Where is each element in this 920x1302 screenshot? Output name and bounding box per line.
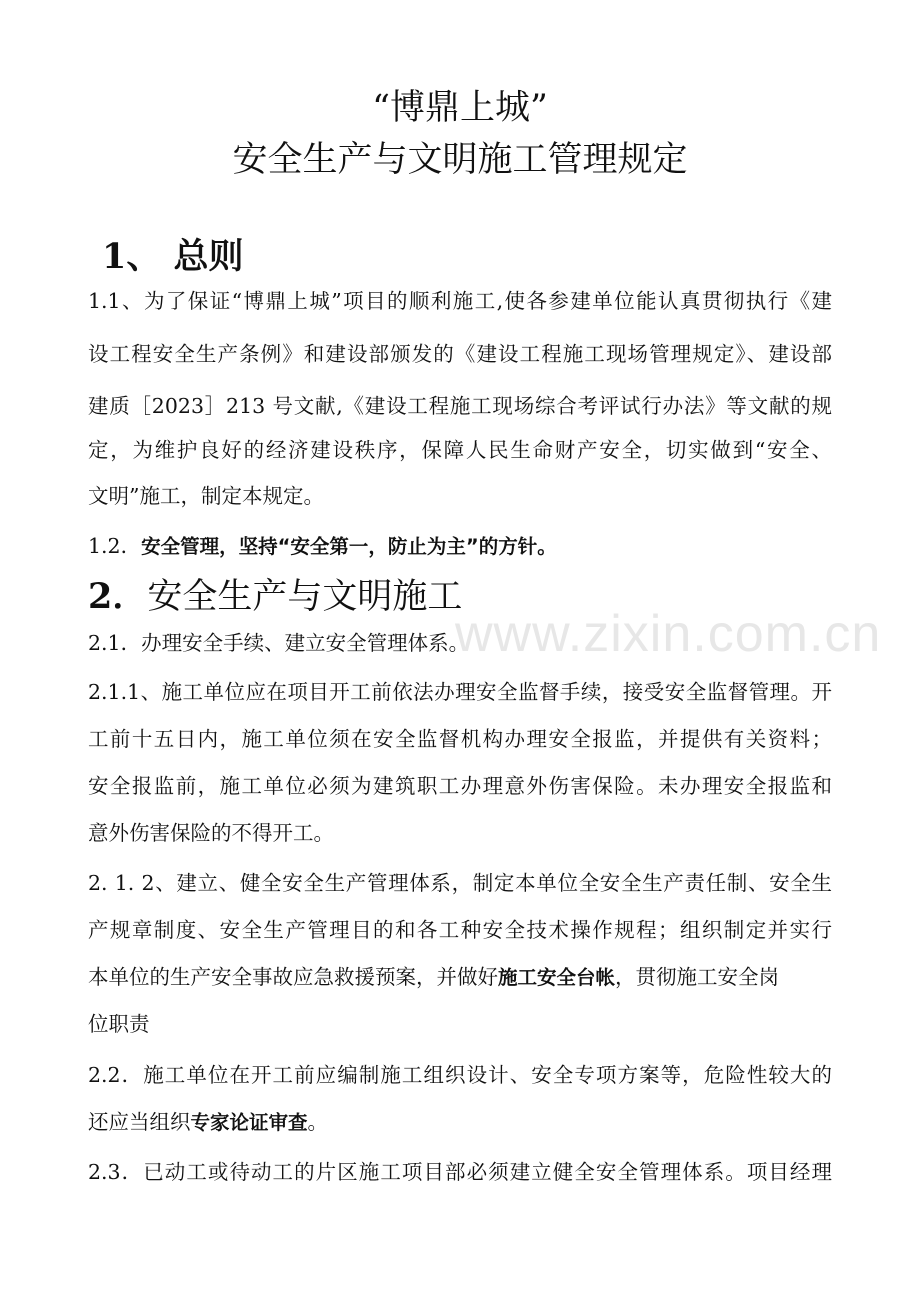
paragraph-2-3-line: 2.3．已动工或待动工的片区施工项目部必须建立健全安全管理体系。项目经理 (88, 1160, 832, 1184)
paragraph-2-1-1-line: 工前十五日内，施工单位须在安全监督机构办理安全报监，并提供有关资料； (88, 727, 832, 751)
paragraph-1-2-text: 安全管理，坚持“安全第一，防止为主”的方针。 (141, 535, 557, 558)
paragraph-2-2-text: 。 (307, 1110, 329, 1134)
paragraph-1-1-line: 文明”施工，制定本规定。 (88, 484, 324, 508)
paragraph-2-1-2-line: 产规章制度、安全生产管理目的和各工种安全技术操作规程；组织制定并实行 (88, 918, 832, 942)
document-title-line2: 安全生产与文明施工管理规定 (232, 140, 688, 180)
paragraph-2-1-2-text: 本单位的生产安全事故应急救援预案，并做好 (88, 965, 498, 989)
paragraph-2-2-line: 2.2．施工单位在开工前应编制施工组织设计、安全专项方案等，危险性较大的 (88, 1063, 832, 1087)
paragraph-2-1-1-line: 安全报监前，施工单位必须为建筑职工办理意外伤害保险。未办理安全报监和 (88, 774, 832, 798)
paragraph-1-1-line: 定，为维护良好的经济建设秩序，保障人民生命财产安全，切实做到“安全、 (88, 438, 832, 462)
paragraph-2-2-emphasis: 专家论证审查 (190, 1111, 308, 1134)
paragraph-2-1: 2.1．办理安全手续、建立安全管理体系。 (88, 631, 470, 655)
paragraph-1-1-line: 1.1、为了保证“博鼎上城”项目的顺利施工,使各参建单位能认真贯彻执行《建 (88, 289, 832, 313)
paragraph-2-2-line (88, 1107, 832, 1138)
paragraph-2-1-2-text: ，贯彻施工安全岗 (615, 965, 780, 989)
section1-heading: 1、 总则 (102, 236, 244, 277)
paragraph-2-1-2-emphasis: 施工安全台帐 (498, 966, 616, 989)
paragraph-2-1-2-line: 2. 1. 2、建立、健全安全生产管理体系，制定本单位全安全生产责任制、安全生 (88, 871, 832, 895)
paragraph-1-1-line: 设工程安全生产条例》和建设部颁发的《建设工程施工现场管理规定》、建设部 (88, 342, 832, 366)
document-title-line1: “博鼎上城” (372, 88, 548, 128)
paragraph-2-2-text: 还应当组织 (88, 1110, 191, 1134)
section2-heading (88, 572, 462, 622)
section2-title: 安全生产与文明施工 (147, 577, 463, 617)
paragraph-2-1-1-line: 意外伤害保险的不得开工。 (88, 821, 334, 845)
paragraph-2-1-1-line: 2.1.1、施工单位应在项目开工前依法办理安全监督手续，接受安全监督管理。开 (88, 680, 832, 704)
paragraph-2-1-2-line: 位职责 (88, 1012, 150, 1036)
paragraph-2-1-2-line (88, 962, 832, 993)
paragraph-1-1-line: 建质［2023］213 号文献,《建设工程施工现场综合考评试行办法》等文献的规 (88, 394, 832, 418)
watermark: www.zixin.com.cn (455, 605, 882, 663)
paragraph-1-2-number: 1.2． (88, 534, 142, 558)
section2-number: 2． (88, 576, 148, 617)
paragraph-1-2 (88, 531, 832, 562)
